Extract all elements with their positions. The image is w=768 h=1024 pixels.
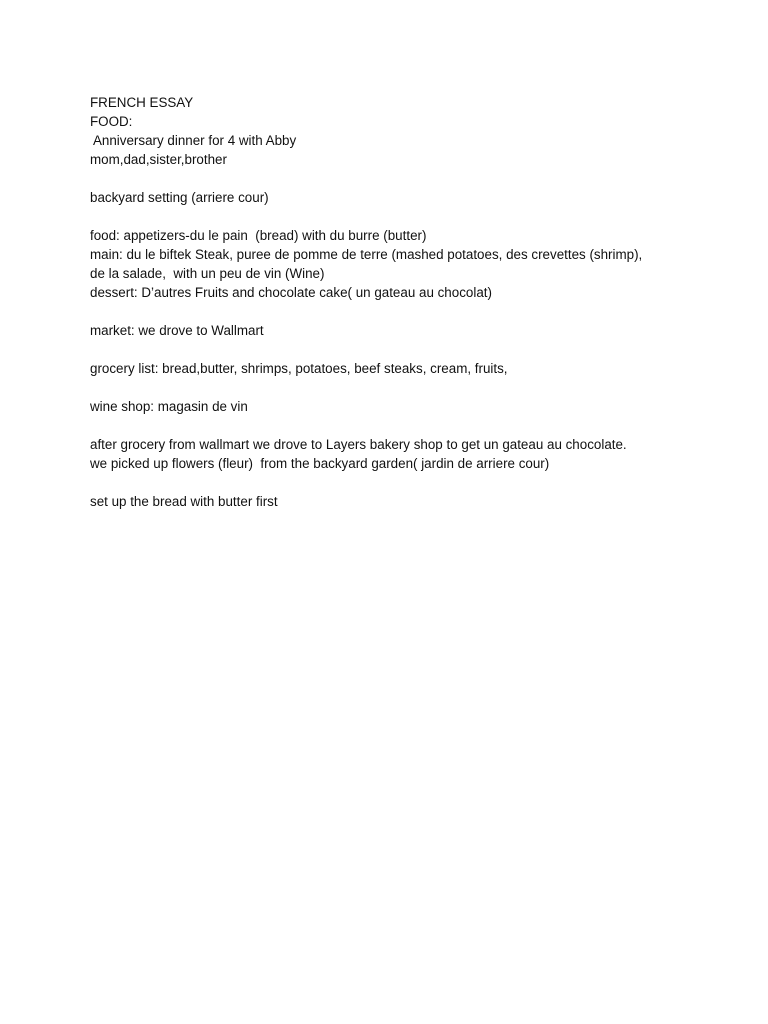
doc-title: FRENCH ESSAY [90, 95, 194, 110]
text-line: food: appetizers-du le pain (bread) with du burre (butter) [90, 228, 427, 243]
text-line: de la salade, with un peu de vin (Wine) [90, 266, 325, 281]
text-line: backyard setting (arriere cour) [90, 190, 269, 205]
text-line: set up the bread with butter first [90, 494, 278, 509]
section-label-food: FOOD: [90, 114, 133, 129]
blank-line [90, 473, 710, 492]
document-body[interactable] [90, 93, 710, 511]
text-line: after grocery from wallmart we drove to Layers bakery shop to get un gateau au chocolate. [90, 437, 627, 452]
text-line: grocery list: bread,butter, shrimps, potatoes, beef steaks, cream, fruits, [90, 361, 508, 376]
blank-line [90, 302, 710, 321]
blank-line [90, 340, 710, 359]
text-line: market: we drove to Wallmart [90, 323, 264, 338]
text-line: dessert: D’autres Fruits and chocolate cake( un gateau au chocolat) [90, 285, 492, 300]
blank-line [90, 207, 710, 226]
text-line: mom,dad,sister,brother [90, 152, 227, 167]
blank-line [90, 378, 710, 397]
text-line: wine shop: magasin de vin [90, 399, 248, 414]
blank-line [90, 416, 710, 435]
text-line: we picked up flowers (fleur) from the backyard garden( jardin de arriere cour) [90, 456, 550, 471]
text-line: Anniversary dinner for 4 with Abby [90, 133, 297, 148]
blank-line [90, 169, 710, 188]
text-line: main: du le biftek Steak, puree de pomme de terre (mashed potatoes, des crevettes (shrimp), [90, 247, 643, 262]
